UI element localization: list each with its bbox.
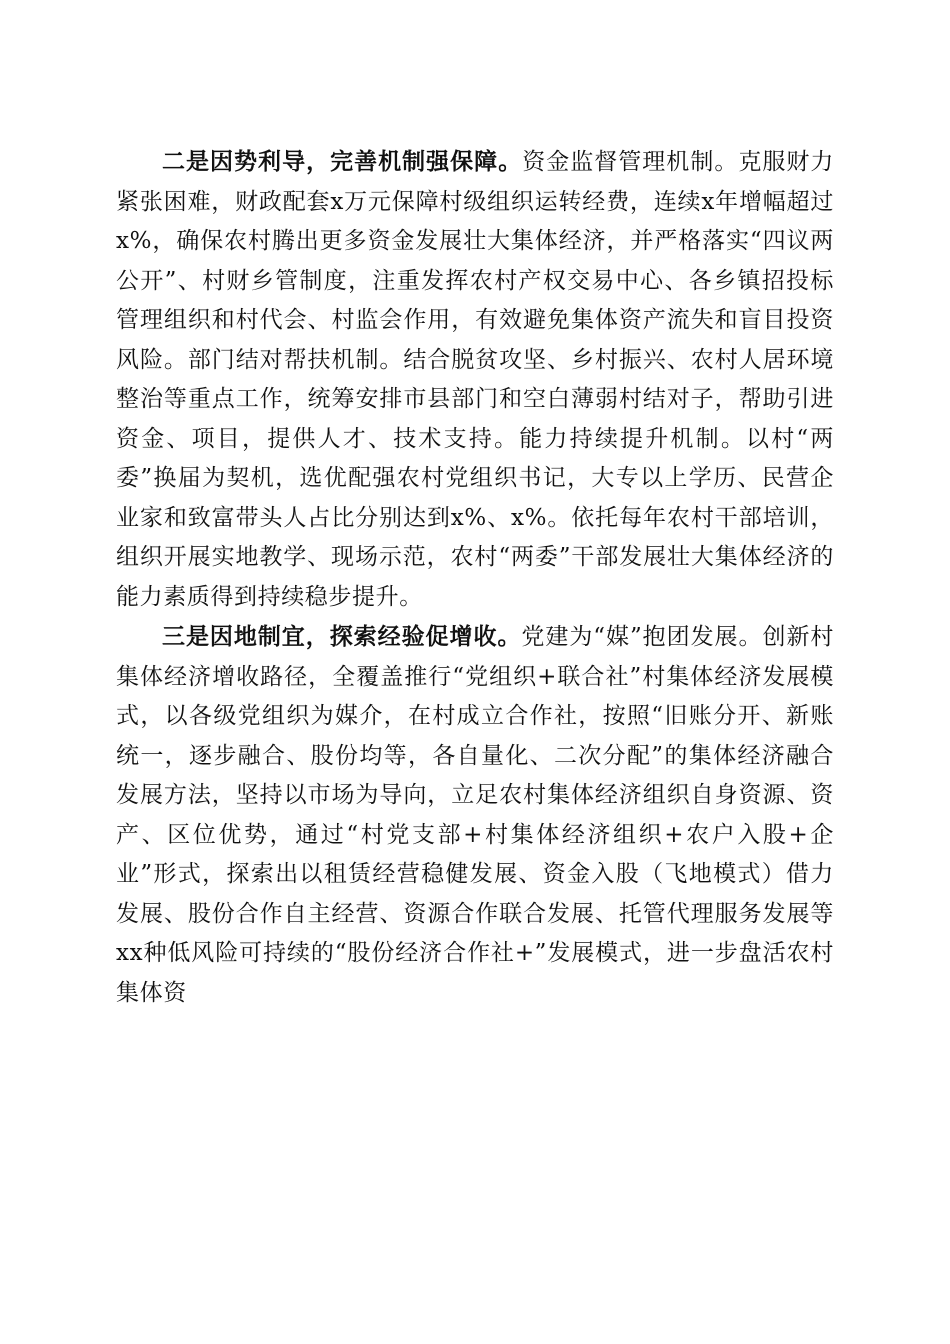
paragraph-1-body: 资金监督管理机制。克服财力紧张困难，财政配套x万元保障村级组织运转经费，连续x年增幅超过x%，确保农村腾出更多资金发展壮大集体经济，并严格落实“四议两公开”、村财乡管制度，注重发挥农村产权交易中心、各乡镇招投标管理组织和村代会、村监会作用，有效避免集体资产流失和盲目投资风险。部门结对帮扶机制。结合脱贫攻坚、乡村振兴、农村人居环境整治等重点工作，统筹安排市县部门和空白薄弱村结对子，帮助引进资金、项目，提供人才、技术支持。能力持续提升机制。以村“两委”换届为契机，选优配强农村党组织书记，大专以上学历、民营企业家和致富带头人占比分别达到x%、x%。依托每年农村干部培训，组织开展实地教学、现场示范，农村“两委”干部发展壮大集体经济的能力素质得到持续稳步提升。 bbox=[116, 149, 834, 610]
paragraph-2-lead: 三是因地制宜，探索经验促增收。 bbox=[162, 623, 522, 650]
paragraph-1 bbox=[116, 142, 834, 617]
paragraph-1-lead: 二是因势利导，完善机制强保障。 bbox=[162, 148, 523, 175]
paragraph-2-body: 党建为“媒”抱团发展。创新村集体经济增收路径，全覆盖推行“党组织+联合社”村集体经济发展模式，以各级党组织为媒介，在村成立合作社，按照“旧账分开、新账统一，逐步融合、股份均等，各自量化、二次分配”的集体经济融合发展方法，坚持以市场为导向，立足农村集体经济组织自身资源、资产、区位优势，通过“村党支部+村集体经济组织+农户入股+企业”形式，探索出以租赁经营稳健发展、资金入股（飞地模式）借力发展、股份合作自主经营、资源合作联合发展、托管代理服务发展等xx种低风险可持续的“股份经济合作社+”发展模式，进一步盘活农村集体资 bbox=[116, 624, 835, 1006]
document-body bbox=[116, 142, 834, 1013]
paragraph-2 bbox=[116, 617, 834, 1013]
